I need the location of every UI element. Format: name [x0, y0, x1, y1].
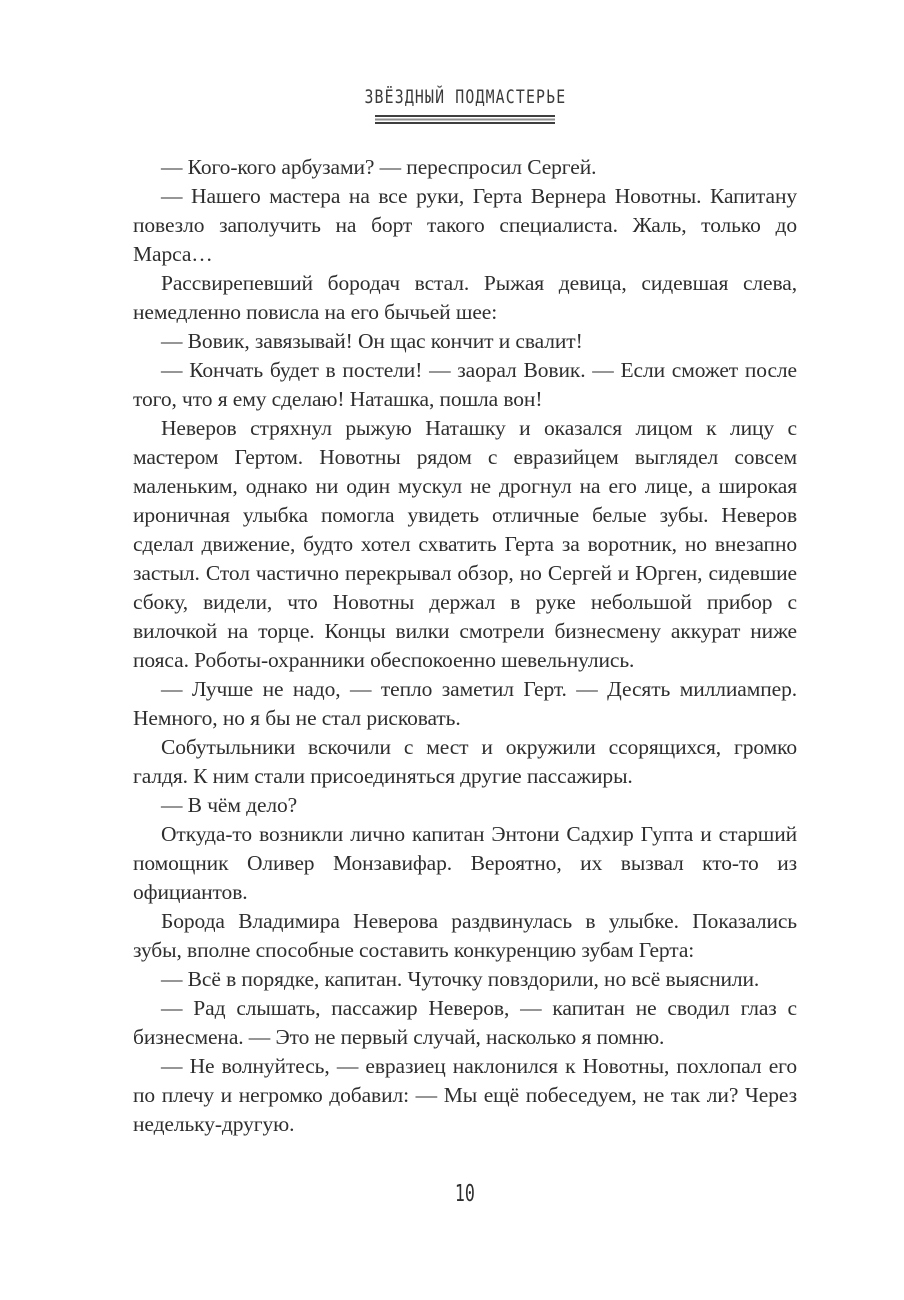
paragraph: Откуда-то возникли лично капитан Энтони Садхир Гупта и старший помощник Оливер Монзавифар. Вероятно, их вызвал кто-то из официантов.	[133, 822, 797, 904]
paragraph: — Вовик, завязывай! Он щас кончит и свалит!	[161, 329, 583, 353]
header-divider-rule	[375, 115, 555, 124]
paragraph: — Всё в порядке, капитан. Чуточку повздорили, но всё выяснили.	[161, 967, 760, 991]
page-footer	[133, 1181, 797, 1207]
paragraph: Борода Владимира Неверова раздвинулась в улыбке. Показались зубы, вполне способные составить конкуренцию зубам Герта:	[133, 909, 797, 962]
paragraph: — Лучше не надо, — тепло заметил Герт. — Десять миллиампер. Немного, но я бы не стал рисковать.	[133, 677, 797, 730]
running-header	[133, 86, 797, 124]
running-header-title: ЗВЁЗДНЫЙ ПОДМАСТЕРЬЕ	[364, 86, 566, 108]
paragraph: — Кончать будет в постели! — заорал Вовик. — Если сможет после того, что я ему сделаю! Наташка, пошла вон!	[133, 358, 797, 411]
content-column	[133, 0, 797, 1300]
paragraph: — Не волнуйтесь, — евразиец наклонился к Новотны, похлопал его по плечу и негромко добавил: — Мы ещё побеседуем, не так ли? Через недельку-другую.	[133, 1054, 797, 1136]
paragraph: Рассвирепевший бородач встал. Рыжая девица, сидевшая слева, немедленно повисла на его бычьей шее:	[133, 271, 797, 324]
paragraph: Неверов стряхнул рыжую Наташку и оказался лицом к лицу с мастером Гертом. Новотны рядом с евразийцем выглядел совсем маленьким, однако ни один мускул не дрогнул на его лице, а широкая ироничная улыбка помогла увидеть отличные белые зубы. Неверов сделал движение, будто хотел схватить Герта за воротник, но внезапно застыл. Стол частично перекрывал обзор, но Сергей и Юрген, сидевшие сбоку, видели, что Новотны держал в руке небольшой прибор с вилочкой на торце. Концы вилки смотрели бизнесмену аккурат ниже пояса. Роботы-охранники обеспокоенно шевельнулись.	[133, 416, 797, 672]
paragraph: — Кого-кого арбузами? — переспросил Сергей.	[161, 155, 597, 179]
body-text	[133, 153, 797, 1139]
paragraph: Собутыльники вскочили с мест и окружили ссорящихся, громко галдя. К ним стали присоединяться другие пассажиры.	[133, 735, 797, 788]
paragraph: — В чём дело?	[161, 793, 298, 817]
paragraph: — Рад слышать, пассажир Неверов, — капитан не сводил глаз с бизнесмена. — Это не первый случай, насколько я помню.	[133, 996, 797, 1049]
page-number: 10	[455, 1181, 475, 1207]
paragraph: — Нашего мастера на все руки, Герта Вернера Новотны. Капитану повезло заполучить на борт такого специалиста. Жаль, только до Марса…	[133, 184, 797, 266]
